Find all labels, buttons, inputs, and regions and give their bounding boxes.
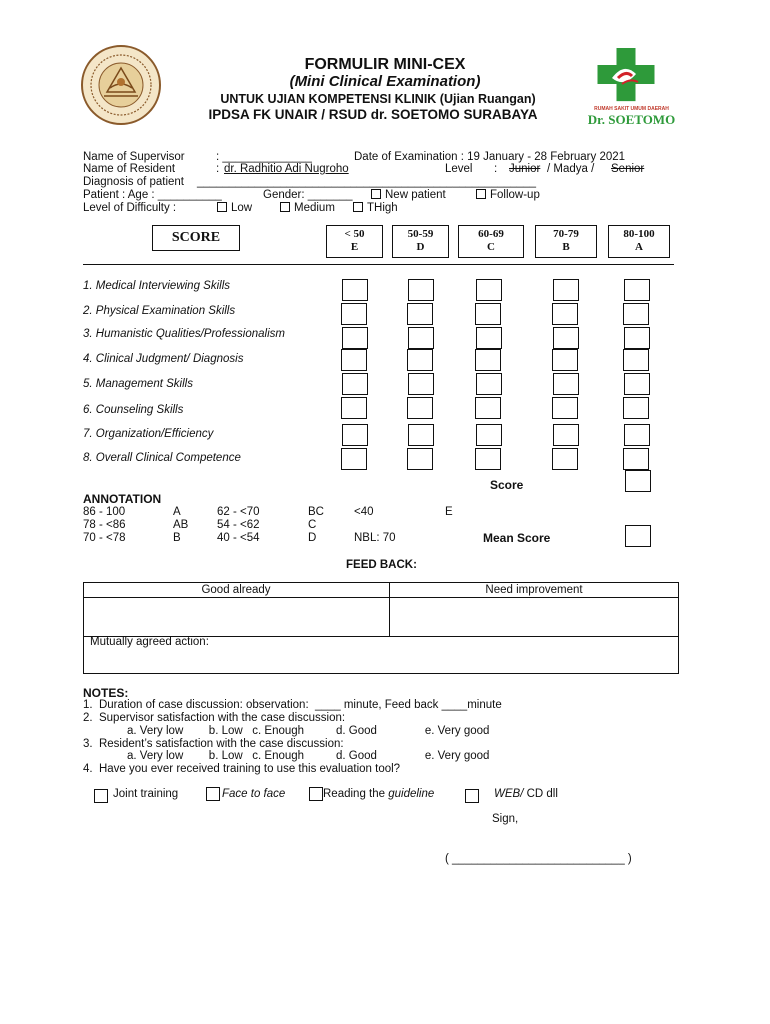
face-to-face-checkbox[interactable]	[206, 787, 220, 801]
skill-label: 4. Clinical Judgment/ Diagnosis	[83, 353, 244, 365]
sign-label: Sign,	[492, 813, 519, 825]
face-to-face-label: Face to face	[222, 788, 286, 800]
level-junior: Junior	[509, 163, 541, 175]
score-box[interactable]	[407, 448, 433, 470]
skill-label: 8. Overall Clinical Competence	[83, 452, 241, 464]
score-box[interactable]	[476, 327, 502, 349]
logo-name: Dr. SOETOMO	[587, 112, 676, 127]
notes-title: NOTES:	[83, 686, 129, 700]
checkbox-icon[interactable]	[280, 202, 290, 212]
score-box[interactable]	[624, 373, 650, 395]
level-colon: :	[494, 163, 498, 175]
resident-label: Name of Resident	[83, 163, 176, 175]
supervisor-label: Name of Supervisor	[83, 151, 185, 163]
feedback-good-header: Good already	[201, 584, 271, 596]
diagnosis-field[interactable]: _____________________________________________________	[197, 176, 536, 188]
mean-score-label: Mean Score	[483, 531, 551, 545]
score-box[interactable]	[553, 424, 579, 446]
level-madya: / Madya /	[547, 163, 595, 175]
score-box[interactable]	[341, 397, 367, 419]
score-box[interactable]	[475, 349, 501, 371]
form-title: FORMULIR MINI-CEX	[304, 56, 466, 73]
exam-line: UNTUK UJIAN KOMPETENSI KLINIK (Ujian Ruangan)	[220, 92, 536, 106]
score-total-label: Score	[490, 478, 524, 492]
score-col-a: 80-100 A	[608, 225, 670, 258]
note-line: 3. Resident’s satisfaction with the case discussion:	[83, 738, 344, 750]
note-line: 4. Have you ever received training to use this evaluation tool?	[83, 763, 401, 775]
score-box[interactable]	[342, 327, 368, 349]
annotation-cell: 78 - <86	[83, 519, 126, 531]
checkbox-icon[interactable]	[217, 202, 227, 212]
skill-label: 2. Physical Examination Skills	[83, 305, 236, 317]
score-box[interactable]	[623, 349, 649, 371]
feedback-improve-header: Need improvement	[485, 584, 583, 596]
institution-line: IPDSA FK UNAIR / RSUD dr. SOETOMO SURABAYA	[208, 107, 538, 122]
web-cd-label: WEB/ CD dll	[494, 788, 558, 800]
annotation-cell: 40 - <54	[217, 532, 260, 544]
difficulty-high[interactable]: THigh	[353, 202, 398, 214]
annotation-cell: 86 - 100	[83, 506, 126, 518]
score-box[interactable]	[408, 373, 434, 395]
score-box[interactable]	[475, 448, 501, 470]
level-label: Level	[445, 163, 473, 175]
score-label: SCORE	[152, 225, 240, 251]
score-box[interactable]	[408, 327, 434, 349]
skill-label: 7. Organization/Efficiency	[83, 428, 214, 440]
reading-guideline-checkbox[interactable]	[309, 787, 323, 801]
score-box[interactable]	[552, 448, 578, 470]
score-box[interactable]	[624, 279, 650, 301]
score-box[interactable]	[553, 327, 579, 349]
score-box[interactable]	[476, 373, 502, 395]
follow-up-option[interactable]: Follow-up	[476, 189, 540, 201]
score-total-box[interactable]	[625, 470, 651, 492]
patient-age[interactable]: Patient : Age : __________	[83, 189, 222, 201]
feedback-improve-field[interactable]	[390, 598, 678, 635]
resident-name[interactable]: dr. Radhitio Adi Nugroho	[224, 163, 349, 175]
score-box[interactable]	[407, 397, 433, 419]
annotation-cell: AB	[173, 519, 189, 531]
joint-training-label: Joint training	[113, 788, 179, 800]
annotation-cell: B	[173, 532, 181, 544]
annotation-cell: 54 - <62	[217, 519, 260, 531]
checkbox-icon[interactable]	[476, 189, 486, 199]
joint-training-checkbox[interactable]	[94, 789, 108, 803]
score-box[interactable]	[624, 327, 650, 349]
feedback-good-field[interactable]	[84, 598, 388, 635]
score-box[interactable]	[623, 448, 649, 470]
score-box[interactable]	[408, 279, 434, 301]
mean-score-box[interactable]	[625, 525, 651, 547]
web-cd-checkbox[interactable]	[465, 789, 479, 803]
annotation-cell: <40	[354, 506, 374, 518]
annotation-cell: A	[173, 506, 181, 518]
resident-colon: :	[216, 163, 220, 175]
level-senior: Senior	[611, 163, 645, 175]
score-box[interactable]	[553, 373, 579, 395]
annotation-cell: D	[308, 532, 317, 544]
score-box[interactable]	[407, 349, 433, 371]
score-col-d: 50-59 D	[392, 225, 449, 258]
score-box[interactable]	[552, 349, 578, 371]
score-box[interactable]	[475, 303, 501, 325]
score-box[interactable]	[476, 424, 502, 446]
score-box[interactable]	[342, 373, 368, 395]
score-box[interactable]	[475, 397, 501, 419]
agreed-action-label: Mutually agreed action:	[90, 636, 209, 648]
annotation-cell: C	[308, 519, 317, 531]
score-col-b: 70-79 B	[535, 225, 597, 258]
score-box[interactable]	[552, 397, 578, 419]
score-box[interactable]	[623, 303, 649, 325]
logo-caption: RUMAH SAKIT UMUM DAERAH	[594, 106, 669, 112]
annotation-cell: 70 - <78	[83, 532, 126, 544]
gender-field[interactable]: Gender: _______	[263, 189, 353, 201]
divider	[83, 264, 674, 265]
score-box[interactable]	[407, 303, 433, 325]
score-box[interactable]	[553, 279, 579, 301]
annotation-cell: E	[445, 506, 453, 518]
diagnosis-label: Diagnosis of patient	[83, 176, 185, 188]
score-box[interactable]	[341, 349, 367, 371]
note-options[interactable]: a. Very low b. Low c. Enough d. Good e. Very good	[127, 725, 490, 737]
annotation-cell: NBL: 70	[354, 532, 396, 544]
new-patient-option[interactable]: New patient	[371, 189, 446, 201]
difficulty-label: Level of Difficulty :	[83, 202, 177, 214]
score-box[interactable]	[341, 303, 367, 325]
signature-line[interactable]: ( ___________________________ )	[445, 853, 632, 865]
note-line: 1. Duration of case discussion: observation: ____ minute, Feed back ____minute	[83, 699, 502, 711]
score-col-c: 60-69 C	[458, 225, 524, 258]
score-box[interactable]	[552, 303, 578, 325]
score-box[interactable]	[342, 424, 368, 446]
score-box[interactable]	[342, 279, 368, 301]
score-box[interactable]	[476, 279, 502, 301]
note-options[interactable]: a. Very low b. Low c. Enough d. Good e. Very good	[127, 750, 490, 762]
skill-label: 1. Medical Interviewing Skills	[83, 280, 231, 292]
feedback-title: FEED BACK:	[346, 559, 417, 571]
supervisor-field[interactable]: : ______________	[216, 151, 312, 163]
score-box[interactable]	[623, 397, 649, 419]
checkbox-icon[interactable]	[371, 189, 381, 199]
annotation-title: ANNOTATION	[83, 492, 162, 506]
skill-label: 3. Humanistic Qualities/Professionalism	[83, 328, 285, 340]
reading-guideline-label: Reading the guideline	[323, 788, 435, 800]
score-box[interactable]	[341, 448, 367, 470]
skill-label: 5. Management Skills	[83, 378, 193, 390]
difficulty-low[interactable]: Low	[217, 202, 252, 214]
score-box[interactable]	[624, 424, 650, 446]
annotation-cell: BC	[308, 506, 324, 518]
difficulty-medium[interactable]: Medium	[280, 202, 335, 214]
note-line: 2. Supervisor satisfaction with the case discussion:	[83, 712, 346, 724]
form-subtitle: (Mini Clinical Examination)	[289, 73, 481, 90]
skill-label: 6. Counseling Skills	[83, 404, 184, 416]
exam-date: Date of Examination : 19 January - 28 February 2021	[354, 151, 626, 163]
score-col-e: < 50 E	[326, 225, 383, 258]
score-box[interactable]	[408, 424, 434, 446]
checkbox-icon[interactable]	[353, 202, 363, 212]
annotation-cell: 62 - <70	[217, 506, 260, 518]
